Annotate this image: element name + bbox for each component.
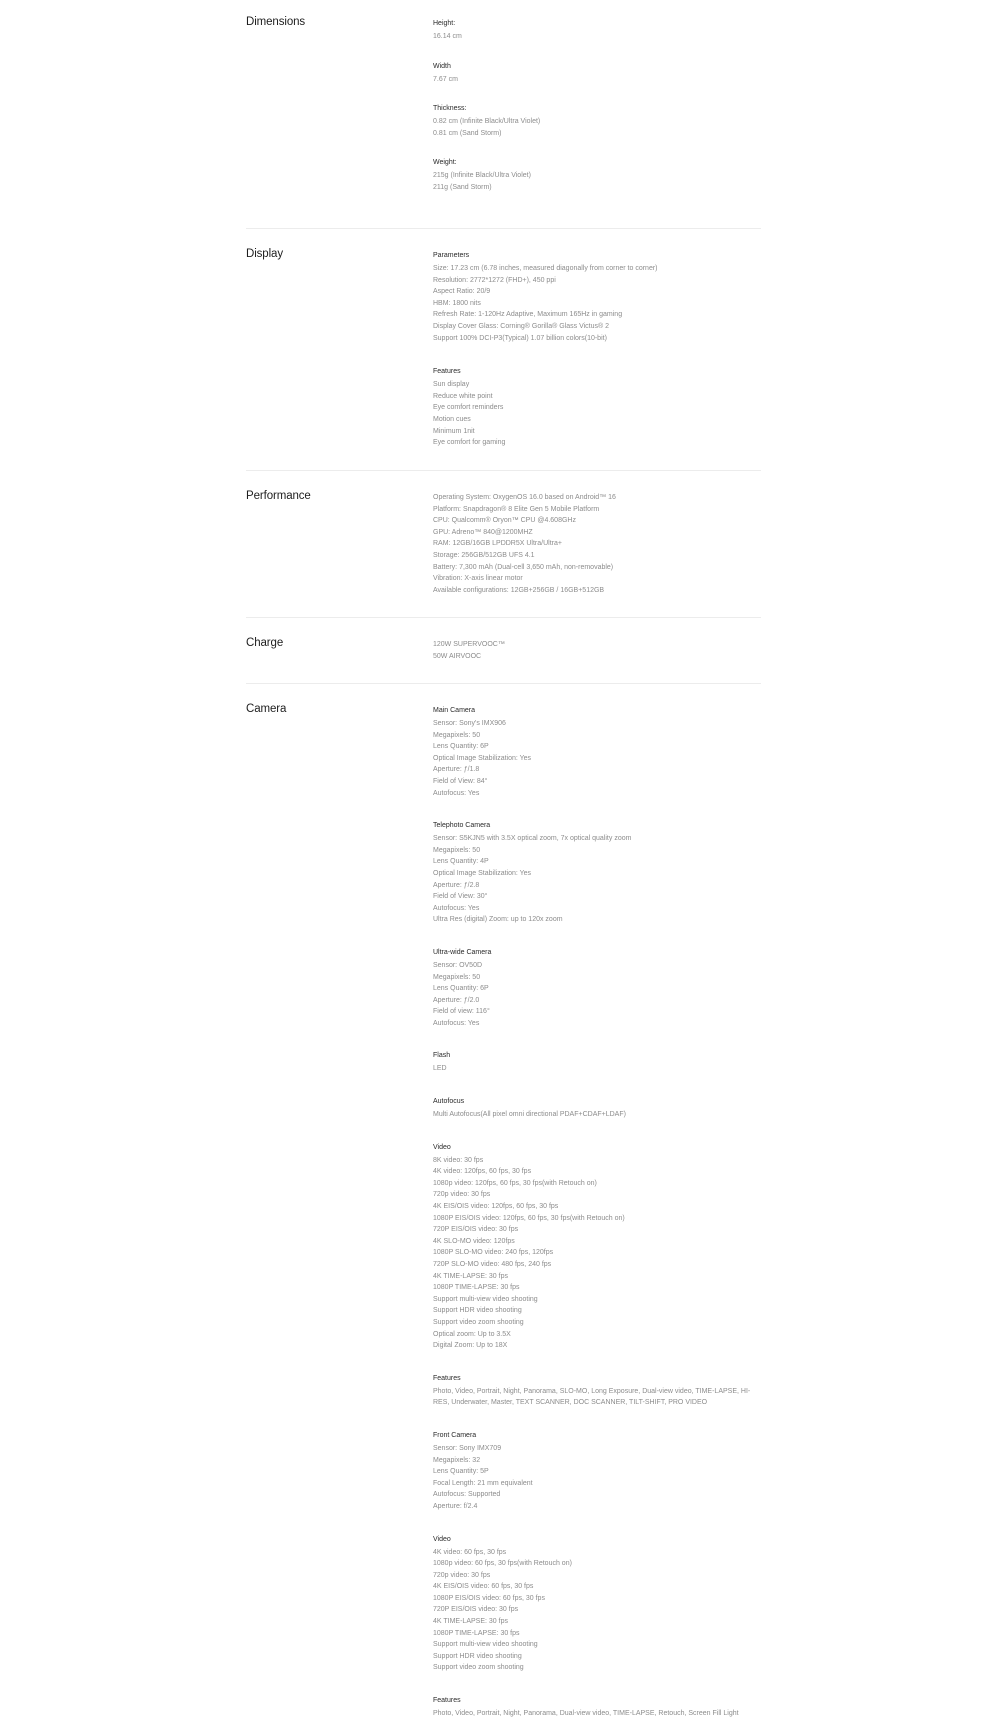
- spec-line: Available configurations: 12GB+256GB / 16GB+512GB: [433, 586, 605, 594]
- divider: [246, 617, 761, 618]
- spec-group-heading: Features: [433, 1374, 461, 1382]
- spec-line: Sensor: OV50D: [433, 961, 483, 969]
- spec-group: [433, 103, 763, 139]
- spec-line: 1080P EIS/OIS video: 120fps, 60 fps, 30 fps(with Retouch on): [433, 1214, 625, 1222]
- spec-line: Size: 17.23 cm (6.78 inches, measured diagonally from corner to corner): [433, 265, 658, 272]
- spec-line: 1080P TIME-LAPSE: 30 fps: [433, 1629, 520, 1637]
- spec-group-heading: Flash: [433, 1052, 451, 1060]
- section-body-display: [433, 250, 763, 449]
- spec-group: [433, 1050, 763, 1075]
- spec-line: Autofocus: Yes: [433, 904, 480, 912]
- spec-group: [433, 705, 763, 799]
- section-title-display: Display: [246, 248, 284, 260]
- spec-line: LED: [433, 1065, 447, 1073]
- spec-line: Lens Quantity: 6P: [433, 985, 489, 993]
- spec-line: 720P EIS/OIS video: 30 fps: [433, 1226, 519, 1234]
- spec-line: Aperture: ƒ/1.8: [433, 766, 480, 774]
- spec-line: Support multi-view video shooting: [433, 1641, 538, 1649]
- spec-line: 4K EIS/OIS video: 60 fps, 30 fps: [433, 1583, 534, 1591]
- spec-line: Platform: Snapdragon® 8 Elite Gen 5 Mobile Platform: [433, 505, 600, 513]
- spec-line: RAM: 12GB/16GB LPDDR5X Ultra/Ultra+: [433, 540, 562, 548]
- spec-group-heading: Width: [433, 62, 451, 70]
- spec-group: [433, 366, 763, 449]
- section-title-performance: Performance: [246, 490, 311, 502]
- spec-line: Ultra Res (digital) Zoom: up to 120x zoom: [433, 916, 563, 924]
- spec-line: Optical Image Stabilization: Yes: [433, 869, 532, 877]
- spec-group: [433, 1534, 763, 1675]
- divider: [246, 683, 761, 684]
- spec-group-heading: Height:: [433, 20, 456, 27]
- spec-line: 720p video: 30 fps: [433, 1571, 491, 1579]
- spec-line: Field of View: 30°: [433, 893, 488, 901]
- spec-line: 120W SUPERVOOC™: [433, 641, 505, 648]
- spec-line: Support video zoom shooting: [433, 1318, 524, 1326]
- section-body-performance: [433, 492, 763, 596]
- spec-line: Sensor: Sony IMX709: [433, 1444, 502, 1452]
- spec-line: Autofocus: Supported: [433, 1491, 501, 1499]
- spec-group: [433, 1373, 763, 1409]
- spec-group: [433, 820, 763, 926]
- spec-line: Operating System: OxygenOS 16.0 based on Android™ 16: [433, 494, 616, 501]
- spec-line: 1080P SLO-MO video: 240 fps, 120fps: [433, 1249, 554, 1257]
- spec-group: [433, 639, 763, 662]
- spec-line: Focal Length: 21 mm equivalent: [433, 1479, 533, 1487]
- spec-line: CPU: Qualcomm® Oryon™ CPU @4.608GHz: [433, 517, 576, 525]
- spec-group: [433, 1142, 763, 1352]
- spec-line: 1080P EIS/OIS video: 60 fps, 30 fps: [433, 1594, 545, 1602]
- spec-group-heading: Thickness:: [433, 105, 467, 113]
- spec-line: Autofocus: Yes: [433, 789, 480, 797]
- spec-line: Support 100% DCI-P3(Typical) 1.07 billion colors(10-bit): [433, 334, 607, 342]
- spec-line: Megapixels: 32: [433, 1456, 481, 1464]
- spec-line: 4K TIME-LAPSE: 30 fps: [433, 1272, 508, 1280]
- section-body-charge: [433, 639, 763, 662]
- spec-line: Reduce white point: [433, 392, 493, 400]
- spec-group: [433, 1695, 763, 1720]
- spec-line: Aperture: ƒ/2.8: [433, 881, 480, 889]
- spec-line: Photo, Video, Portrait, Night, Panorama, SLO-MO, Long Exposure, Dual-view video, TIME-LAPSE, HI-RES, Underwater, Master, TEXT SCANNER, DOC SCANNER, TILT-SHIFT, PRO VIDEO: [433, 1387, 751, 1407]
- spec-line: Sensor: S5KJN5 with 3.5X optical zoom, 7x optical quality zoom: [433, 835, 632, 843]
- spec-group: [433, 492, 763, 596]
- spec-group-heading: Video: [433, 1535, 451, 1543]
- spec-line: Megapixels: 50: [433, 846, 481, 854]
- spec-line: 1080p video: 60 fps, 30 fps(with Retouch on): [433, 1560, 572, 1568]
- spec-line: 720P SLO-MO video: 480 fps, 240 fps: [433, 1261, 552, 1268]
- spec-line: Megapixels: 50: [433, 731, 481, 739]
- spec-line: Sun display: [433, 381, 470, 389]
- spec-line: Lens Quantity: 5P: [433, 1468, 489, 1476]
- spec-line: Aperture: f/2.4: [433, 1502, 478, 1510]
- spec-line: Eye comfort for gaming: [433, 439, 506, 447]
- spec-line: 720p video: 30 fps: [433, 1191, 491, 1199]
- spec-group-heading: Parameters: [433, 252, 470, 259]
- spec-line: 8K video: 30 fps: [433, 1156, 484, 1164]
- spec-line: Aspect Ratio: 20/9: [433, 288, 491, 296]
- section-title-camera: Camera: [246, 703, 287, 715]
- spec-line: Support video zoom shooting: [433, 1664, 524, 1672]
- spec-line: Digital Zoom: Up to 18X: [433, 1342, 508, 1350]
- spec-line: Support HDR video shooting: [433, 1307, 522, 1315]
- spec-group: [433, 18, 763, 43]
- spec-line: 215g (Infinite Black/Ultra Violet): [433, 172, 531, 180]
- spec-line: Lens Quantity: 4P: [433, 858, 489, 866]
- spec-group-heading: Main Camera: [433, 707, 476, 714]
- section-title-charge: Charge: [246, 637, 284, 649]
- spec-line: Photo, Video, Portrait, Night, Panorama, Dual-view video, TIME-LAPSE, Retouch, Screen Fill Light: [433, 1710, 739, 1718]
- spec-line: 7.67 cm: [433, 75, 458, 83]
- spec-group: [433, 157, 763, 193]
- spec-line: Vibration: X-axis linear motor: [433, 575, 523, 583]
- spec-line: 1080P TIME-LAPSE: 30 fps: [433, 1284, 520, 1292]
- spec-line: Eye comfort reminders: [433, 404, 504, 412]
- spec-line: Motion cues: [433, 415, 471, 423]
- spec-group-heading: Ultra-wide Camera: [433, 948, 492, 956]
- spec-line: Resolution: 2772*1272 (FHD+), 450 ppi: [433, 276, 556, 284]
- spec-line: 4K video: 60 fps, 30 fps: [433, 1548, 507, 1556]
- spec-group: [433, 1430, 763, 1513]
- spec-line: Storage: 256GB/512GB UFS 4.1: [433, 551, 535, 559]
- spec-group-heading: Weight:: [433, 159, 457, 167]
- spec-line: Sensor: Sony's IMX906: [433, 720, 506, 727]
- spec-line: Lens Quantity: 6P: [433, 743, 489, 751]
- spec-line: 1080p video: 120fps, 60 fps, 30 fps(with Retouch on): [433, 1179, 597, 1187]
- spec-line: Multi Autofocus(All pixel omni directional PDAF+CDAF+LDAF): [433, 1111, 626, 1119]
- spec-line: 720P EIS/OIS video: 30 fps: [433, 1606, 519, 1614]
- spec-line: Optical zoom: Up to 3.5X: [433, 1330, 511, 1338]
- spec-line: Field of view: 116°: [433, 1008, 490, 1016]
- spec-line: Support HDR video shooting: [433, 1652, 522, 1660]
- spec-line: 0.81 cm (Sand Storm): [433, 129, 502, 137]
- spec-line: Battery: 7,300 mAh (Dual-cell 3,650 mAh, non-removable): [433, 563, 614, 571]
- spec-line: HBM: 1800 nits: [433, 299, 481, 307]
- spec-group-heading: Front Camera: [433, 1431, 477, 1439]
- spec-group: [433, 61, 763, 86]
- spec-group-heading: Autofocus: [433, 1098, 465, 1106]
- spec-line: Field of View: 84°: [433, 777, 488, 785]
- spec-line: Display Cover Glass: Corning® Gorilla® Glass Victus® 2: [433, 322, 610, 330]
- spec-line: 4K TIME-LAPSE: 30 fps: [433, 1618, 508, 1626]
- spec-line: Support multi-view video shooting: [433, 1295, 538, 1303]
- divider: [246, 228, 761, 229]
- spec-line: 4K video: 120fps, 60 fps, 30 fps: [433, 1168, 532, 1176]
- spec-line: 211g (Sand Storm): [433, 183, 492, 191]
- spec-line: 0.82 cm (Infinite Black/Ultra Violet): [433, 118, 541, 126]
- spec-group-heading: Telephoto Camera: [433, 822, 491, 830]
- spec-line: 4K SLO-MO video: 120fps: [433, 1237, 515, 1245]
- spec-group: [433, 250, 763, 344]
- spec-group-heading: Features: [433, 1697, 461, 1705]
- spec-line: GPU: Adreno™ 840@1200MHZ: [433, 528, 533, 536]
- spec-group-heading: Features: [433, 368, 461, 376]
- divider: [246, 470, 761, 471]
- spec-group-heading: Video: [433, 1143, 451, 1151]
- spec-line: 50W AIRVOOC: [433, 652, 482, 660]
- section-body-camera: [433, 705, 763, 1720]
- spec-line: Megapixels: 50: [433, 973, 481, 981]
- spec-line: Aperture: ƒ/2.0: [433, 996, 480, 1004]
- section-title-dimensions: Dimensions: [246, 16, 306, 28]
- spec-line: Autofocus: Yes: [433, 1019, 480, 1027]
- spec-line: Refresh Rate: 1-120Hz Adaptive, Maximum 165Hz in gaming: [433, 311, 623, 319]
- spec-line: 4K EIS/OIS video: 120fps, 60 fps, 30 fps: [433, 1203, 559, 1211]
- spec-group: [433, 1096, 763, 1121]
- spec-line: Optical Image Stabilization: Yes: [433, 754, 532, 762]
- section-body-dimensions: [433, 18, 763, 194]
- spec-line: 16.14 cm: [433, 33, 462, 40]
- spec-line: Minimum 1nit: [433, 427, 475, 435]
- spec-group: [433, 947, 763, 1030]
